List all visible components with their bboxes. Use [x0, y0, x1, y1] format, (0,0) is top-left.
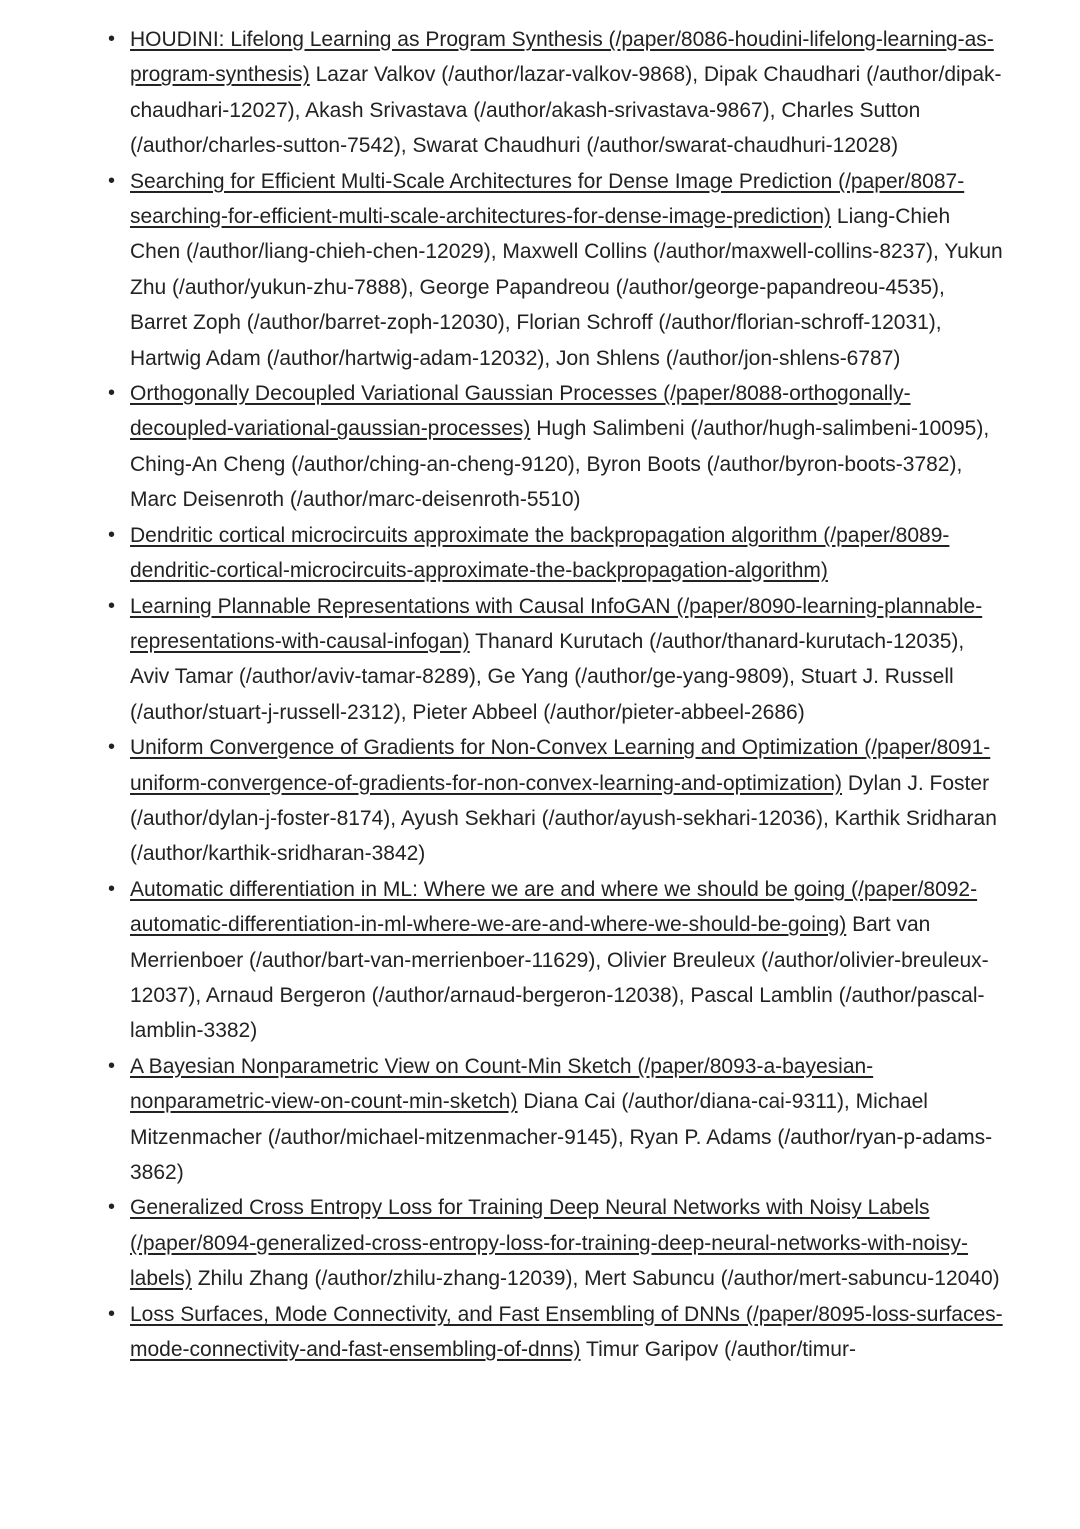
paper-title-link[interactable]: Dendritic cortical microcircuits approximate the backpropagation algorithm (/paper/8089-dendritic-cortical-microcircuits-approximate-the-backpropagation-algorithm)	[130, 523, 950, 583]
paper-list-item	[130, 164, 1005, 376]
paper-title-link[interactable]: Loss Surfaces, Mode Connectivity, and Fast Ensembling of DNNs (/paper/8095-loss-surfaces-mode-connectivity-and-fast-ensembling-of-dnns)	[130, 1302, 1003, 1362]
paper-authors: Hugh Salimbeni (/author/hugh-salimbeni-10095), Ching-An Cheng (/author/ching-an-cheng-9120), Byron Boots (/author/byron-boots-3782), Marc Deisenroth (/author/marc-deisenroth-5510)	[130, 417, 990, 512]
paper-list-item	[130, 589, 1005, 731]
paper-authors: Dylan J. Foster (/author/dylan-j-foster-8174), Ayush Sekhari (/author/ayush-sekhari-12036), Karthik Sridharan (/author/karthik-sridharan-3842)	[130, 771, 997, 866]
paper-title-link[interactable]: HOUDINI: Lifelong Learning as Program Synthesis (/paper/8086-houdini-lifelong-learning-as-program-synthesis)	[130, 28, 994, 87]
paper-list-item	[130, 376, 1005, 518]
paper-title-link[interactable]: A Bayesian Nonparametric View on Count-Min Sketch (/paper/8093-a-bayesian-nonparametric-view-on-count-min-sketch)	[130, 1054, 874, 1114]
paper-authors: Timur Garipov (/author/timur-	[586, 1338, 856, 1362]
paper-list-item	[130, 518, 1005, 589]
paper-title-link[interactable]: Uniform Convergence of Gradients for Non-Convex Learning and Optimization (/paper/8091-uniform-convergence-of-gradients-for-non-convex-learning-and-optimization)	[130, 736, 991, 795]
paper-title-link[interactable]: Automatic differentiation in ML: Where we are and where we should be going (/paper/8092-automatic-differentiation-in-ml-where-we-are-and-where-we-should-be-going)	[130, 877, 978, 937]
paper-title-link[interactable]: Searching for Efficient Multi-Scale Architectures for Dense Image Prediction (/paper/8087-searching-for-efficient-multi-scale-architectures-for-dense-image-prediction)	[130, 169, 965, 229]
paper-list-item	[130, 22, 1005, 164]
paper-title-link[interactable]: Orthogonally Decoupled Variational Gaussian Processes (/paper/8088-orthogonally-decoupled-variational-gaussian-processes)	[130, 382, 911, 441]
paper-list-item	[130, 1297, 1005, 1368]
paper-authors: Lazar Valkov (/author/lazar-valkov-9868), Dipak Chaudhari (/author/dipak-chaudhari-12027), Akash Srivastava (/author/akash-srivastava-9867), Charles Sutton (/author/charles-sutton-7542), Swarat Chaudhuri (/author/swarat-chaudhuri-12028)	[130, 63, 1002, 158]
paper-list-item	[130, 1049, 1005, 1191]
paper-list-item	[130, 872, 1005, 1049]
paper-title-link[interactable]: Generalized Cross Entropy Loss for Training Deep Neural Networks with Noisy Labels (/paper/8094-generalized-cross-entropy-loss-for-training-deep-neural-networks-with-noisy-labels)	[130, 1196, 969, 1291]
paper-authors: Diana Cai (/author/diana-cai-9311), Michael Mitzenmacher (/author/michael-mitzenmacher-9145), Ryan P. Adams (/author/ryan-p-adams-3862)	[130, 1090, 993, 1184]
paper-authors: Thanard Kurutach (/author/thanard-kurutach-12035), Aviv Tamar (/author/aviv-tamar-8289), Ge Yang (/author/ge-yang-9809), Stuart J. Russell (/author/stuart-j-russell-2312), Pieter Abbeel (/author/pieter-abbeel-2686)	[130, 629, 965, 724]
paper-title-link[interactable]: Learning Plannable Representations with Causal InfoGAN (/paper/8090-learning-plannable-representations-with-causal-infogan)	[130, 594, 983, 653]
paper-list-item	[130, 1190, 1005, 1296]
paper-authors: Liang-Chieh Chen (/author/liang-chieh-chen-12029), Maxwell Collins (/author/maxwell-collins-8237), Yukun Zhu (/author/yukun-zhu-7888), George Papandreou (/author/george-papandreou-4535), Barret Zoph (/author/barret-zoph-12030), Florian Schroff (/author/florian-schroff-12031), Hartwig Adam (/author/hartwig-adam-12032), Jon Shlens (/author/jon-shlens-6787)	[130, 205, 1003, 370]
paper-authors: Bart van Merrienboer (/author/bart-van-merrienboer-11629), Olivier Breuleux (/author/olivier-breuleux-12037), Arnaud Bergeron (/author/arnaud-bergeron-12038), Pascal Lamblin (/author/pascal-lamblin-3382)	[130, 913, 989, 1043]
paper-list-item	[130, 730, 1005, 872]
paper-authors: Zhilu Zhang (/author/zhilu-zhang-12039), Mert Sabuncu (/author/mert-sabuncu-12040)	[197, 1267, 1000, 1291]
